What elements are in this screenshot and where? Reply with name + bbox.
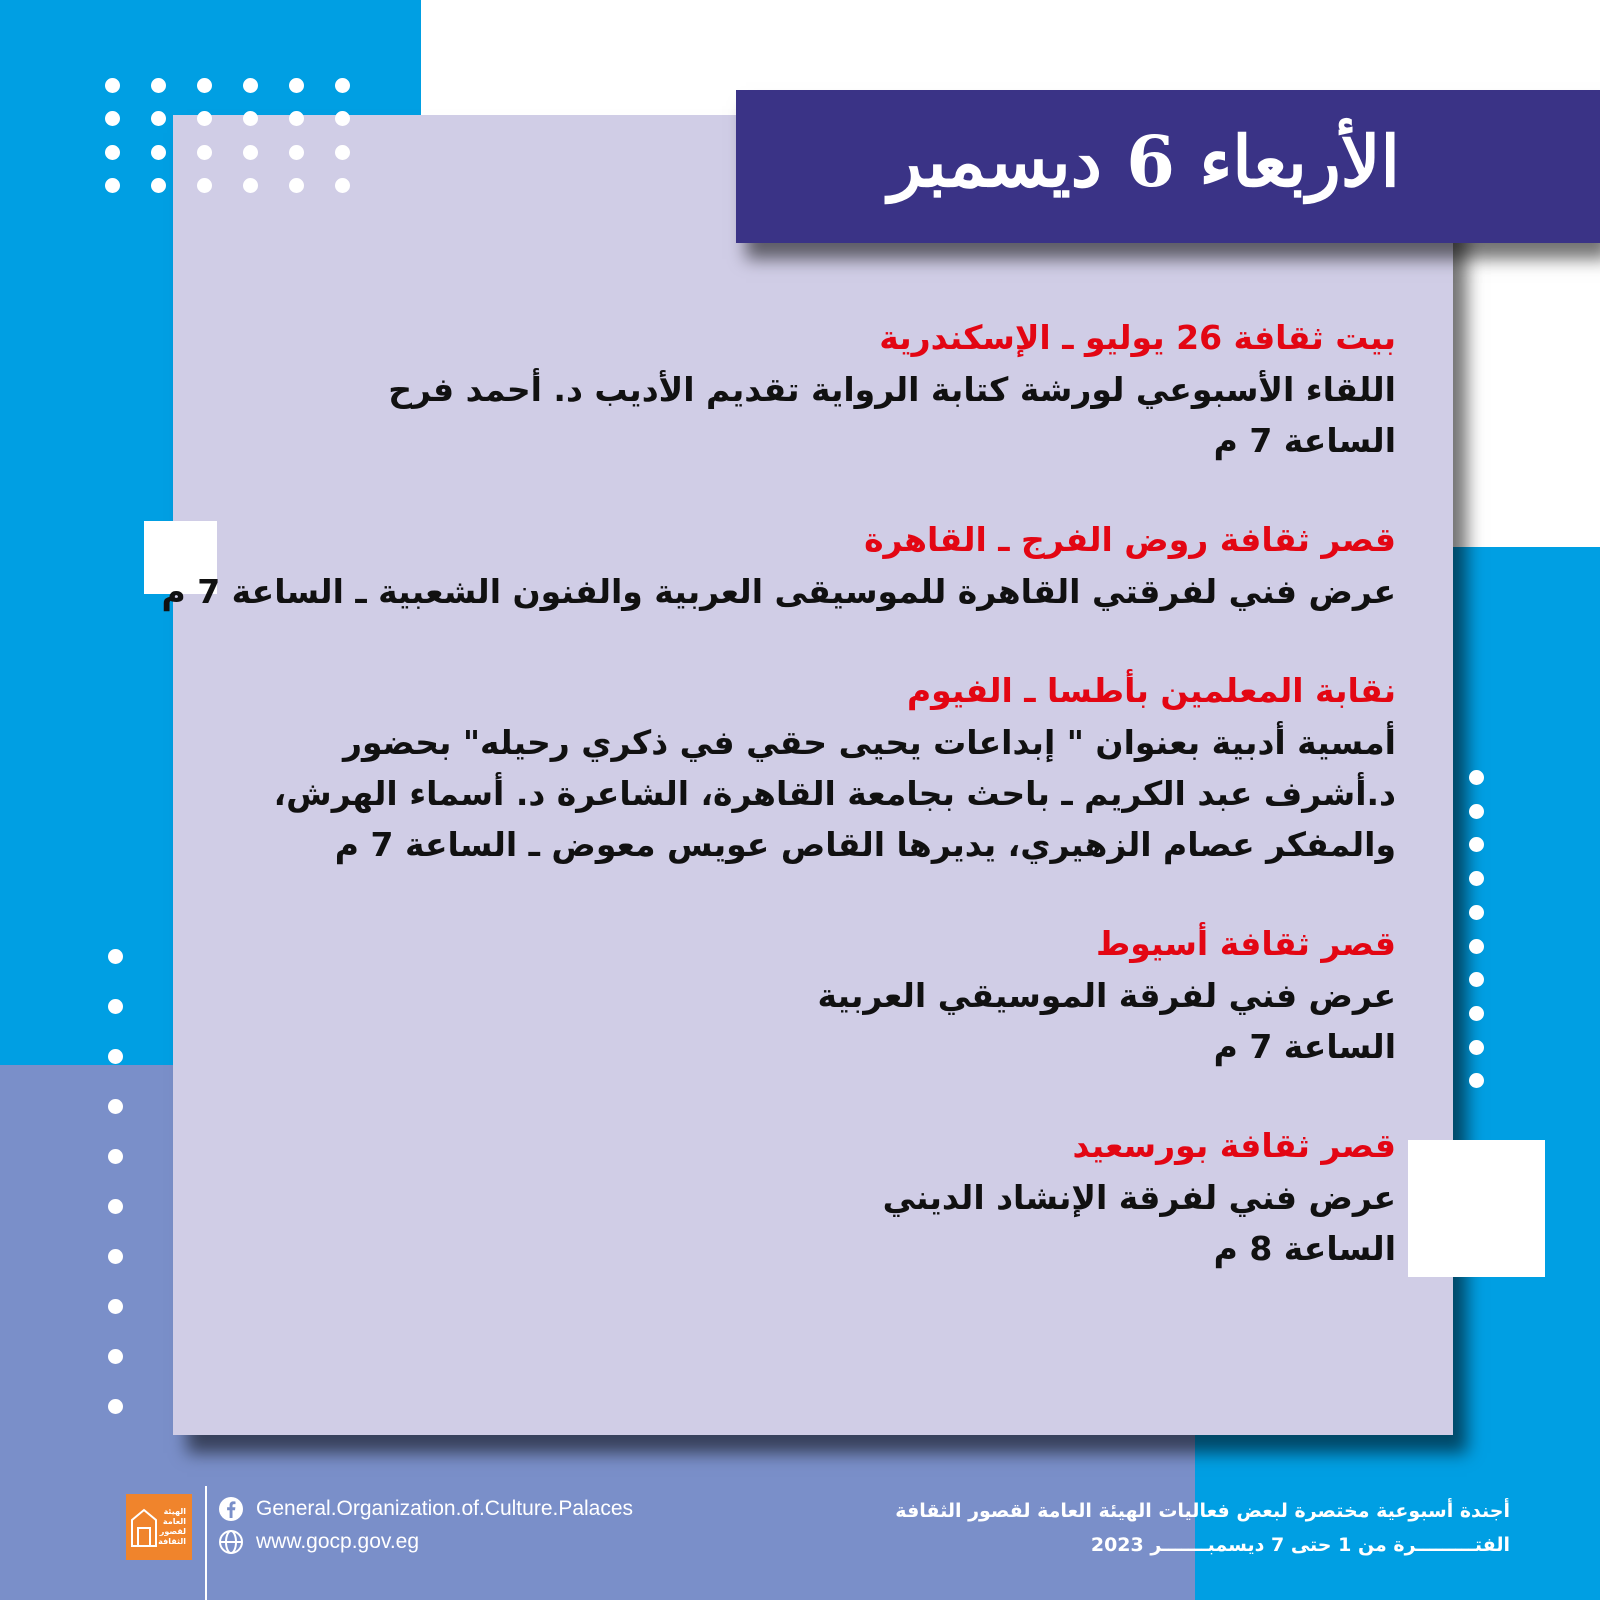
website-url: www.gocp.gov.eg: [256, 1530, 420, 1553]
decorative-dot: [243, 178, 258, 193]
event-time: الساعة 7 م: [1213, 1027, 1396, 1066]
footer-agenda: [895, 1494, 1510, 1562]
event-description: والمفكر عصام الزهيري، يديرها القاص عويس معوض ـ الساعة 7 م: [334, 825, 1396, 864]
decorative-dot: [105, 178, 120, 193]
decorative-dot: [335, 145, 350, 160]
decorative-dot: [289, 145, 304, 160]
event-place: قصر ثقافة أسيوط: [1096, 924, 1396, 963]
event-time: الساعة 7 م: [1213, 421, 1396, 460]
decorative-dot: [1469, 1006, 1484, 1021]
decorative-dot: [108, 1299, 123, 1314]
decorative-dot: [151, 111, 166, 126]
decorative-dot: [289, 78, 304, 93]
decorative-dot: [151, 145, 166, 160]
decorative-dot: [108, 1349, 123, 1364]
decorative-dot: [289, 111, 304, 126]
decorative-dot: [108, 1249, 123, 1264]
decorative-dot: [108, 949, 123, 964]
decorative-dot: [151, 178, 166, 193]
decorative-dot: [108, 1399, 123, 1414]
background-white-top: [421, 0, 1600, 90]
decorative-dot: [1469, 804, 1484, 819]
event-description: عرض فني لفرقتي القاهرة للموسيقى العربية والفنون الشعبية ـ الساعة 7 م: [161, 572, 1396, 611]
decorative-dot: [108, 1099, 123, 1114]
decorative-dot: [243, 111, 258, 126]
decorative-dot: [197, 145, 212, 160]
decorative-dot: [197, 111, 212, 126]
event-item: [276, 918, 1396, 1072]
globe-icon: [218, 1529, 244, 1555]
event-description: د.أشرف عبد الكريم ـ باحث بجامعة القاهرة، الشاعرة د. أسماء الهرش،: [273, 774, 1396, 813]
decorative-dot: [243, 145, 258, 160]
facebook-link[interactable]: [218, 1494, 633, 1524]
event-time: الساعة 8 م: [1213, 1229, 1396, 1268]
event-place: قصر ثقافة روض الفرج ـ القاهرة: [864, 520, 1396, 559]
decorative-dot: [1469, 871, 1484, 886]
facebook-handle: General.Organization.of.Culture.Palaces: [256, 1497, 634, 1520]
decorative-dot: [1469, 1040, 1484, 1055]
social-links: [218, 1494, 633, 1560]
decorative-dot: [335, 111, 350, 126]
decorative-dot: [335, 78, 350, 93]
website-link[interactable]: [218, 1527, 633, 1557]
event-description: عرض فني لفرقة الموسيقي العربية: [817, 976, 1396, 1015]
decorative-dot: [289, 178, 304, 193]
decorative-dot: [108, 1149, 123, 1164]
agenda-period: الفتـــــــــرة من 1 حتى 7 ديسمبـــــــر 2023: [1090, 1534, 1510, 1556]
decorative-dot: [105, 78, 120, 93]
decorative-dot: [243, 78, 258, 93]
decorative-dot: [105, 145, 120, 160]
decorative-dot: [335, 178, 350, 193]
event-item: [273, 665, 1396, 870]
event-description: أمسية أدبية بعنوان " إبداعات يحيى حقي في ذكري رحيله" بحضور: [343, 723, 1396, 762]
decorative-dot: [108, 1199, 123, 1214]
events-list: [161, 312, 1396, 1322]
event-item: [276, 1120, 1396, 1274]
page-title: الأربعاء 6 ديسمبر: [888, 120, 1400, 203]
facebook-icon: [218, 1496, 244, 1522]
event-item: [276, 312, 1396, 466]
event-description: اللقاء الأسبوعي لورشة كتابة الرواية تقديم الأديب د. أحمد فرح: [388, 370, 1396, 409]
gocp-logo-mark-icon: [130, 1506, 158, 1548]
decorative-dot: [105, 111, 120, 126]
event-item: [161, 514, 1396, 617]
decorative-dot: [108, 1049, 123, 1064]
event-place: قصر ثقافة بورسعيد: [1072, 1126, 1396, 1165]
event-place: نقابة المعلمين بأطسا ـ الفيوم: [906, 671, 1396, 710]
gocp-logo: [126, 1494, 192, 1560]
date-header: [736, 90, 1600, 243]
decorative-square-right: [1408, 1140, 1545, 1277]
decorative-dot: [1469, 905, 1484, 920]
agenda-title: أجندة أسبوعية مختصرة لبعض فعاليات الهيئة العامة لقصور الثقافة: [895, 1500, 1510, 1522]
decorative-dot: [197, 78, 212, 93]
decorative-dot: [108, 999, 123, 1014]
footer-divider: [205, 1486, 207, 1600]
decorative-dot: [197, 178, 212, 193]
event-description: عرض فني لفرقة الإنشاد الديني: [882, 1178, 1396, 1217]
decorative-dot: [1469, 770, 1484, 785]
decorative-dot: [151, 78, 166, 93]
decorative-dot: [1469, 939, 1484, 954]
logo-text: الهيئة العامة لقصور الثقافة: [158, 1507, 186, 1546]
event-place: بيت ثقافة 26 يوليو ـ الإسكندرية: [879, 318, 1396, 357]
